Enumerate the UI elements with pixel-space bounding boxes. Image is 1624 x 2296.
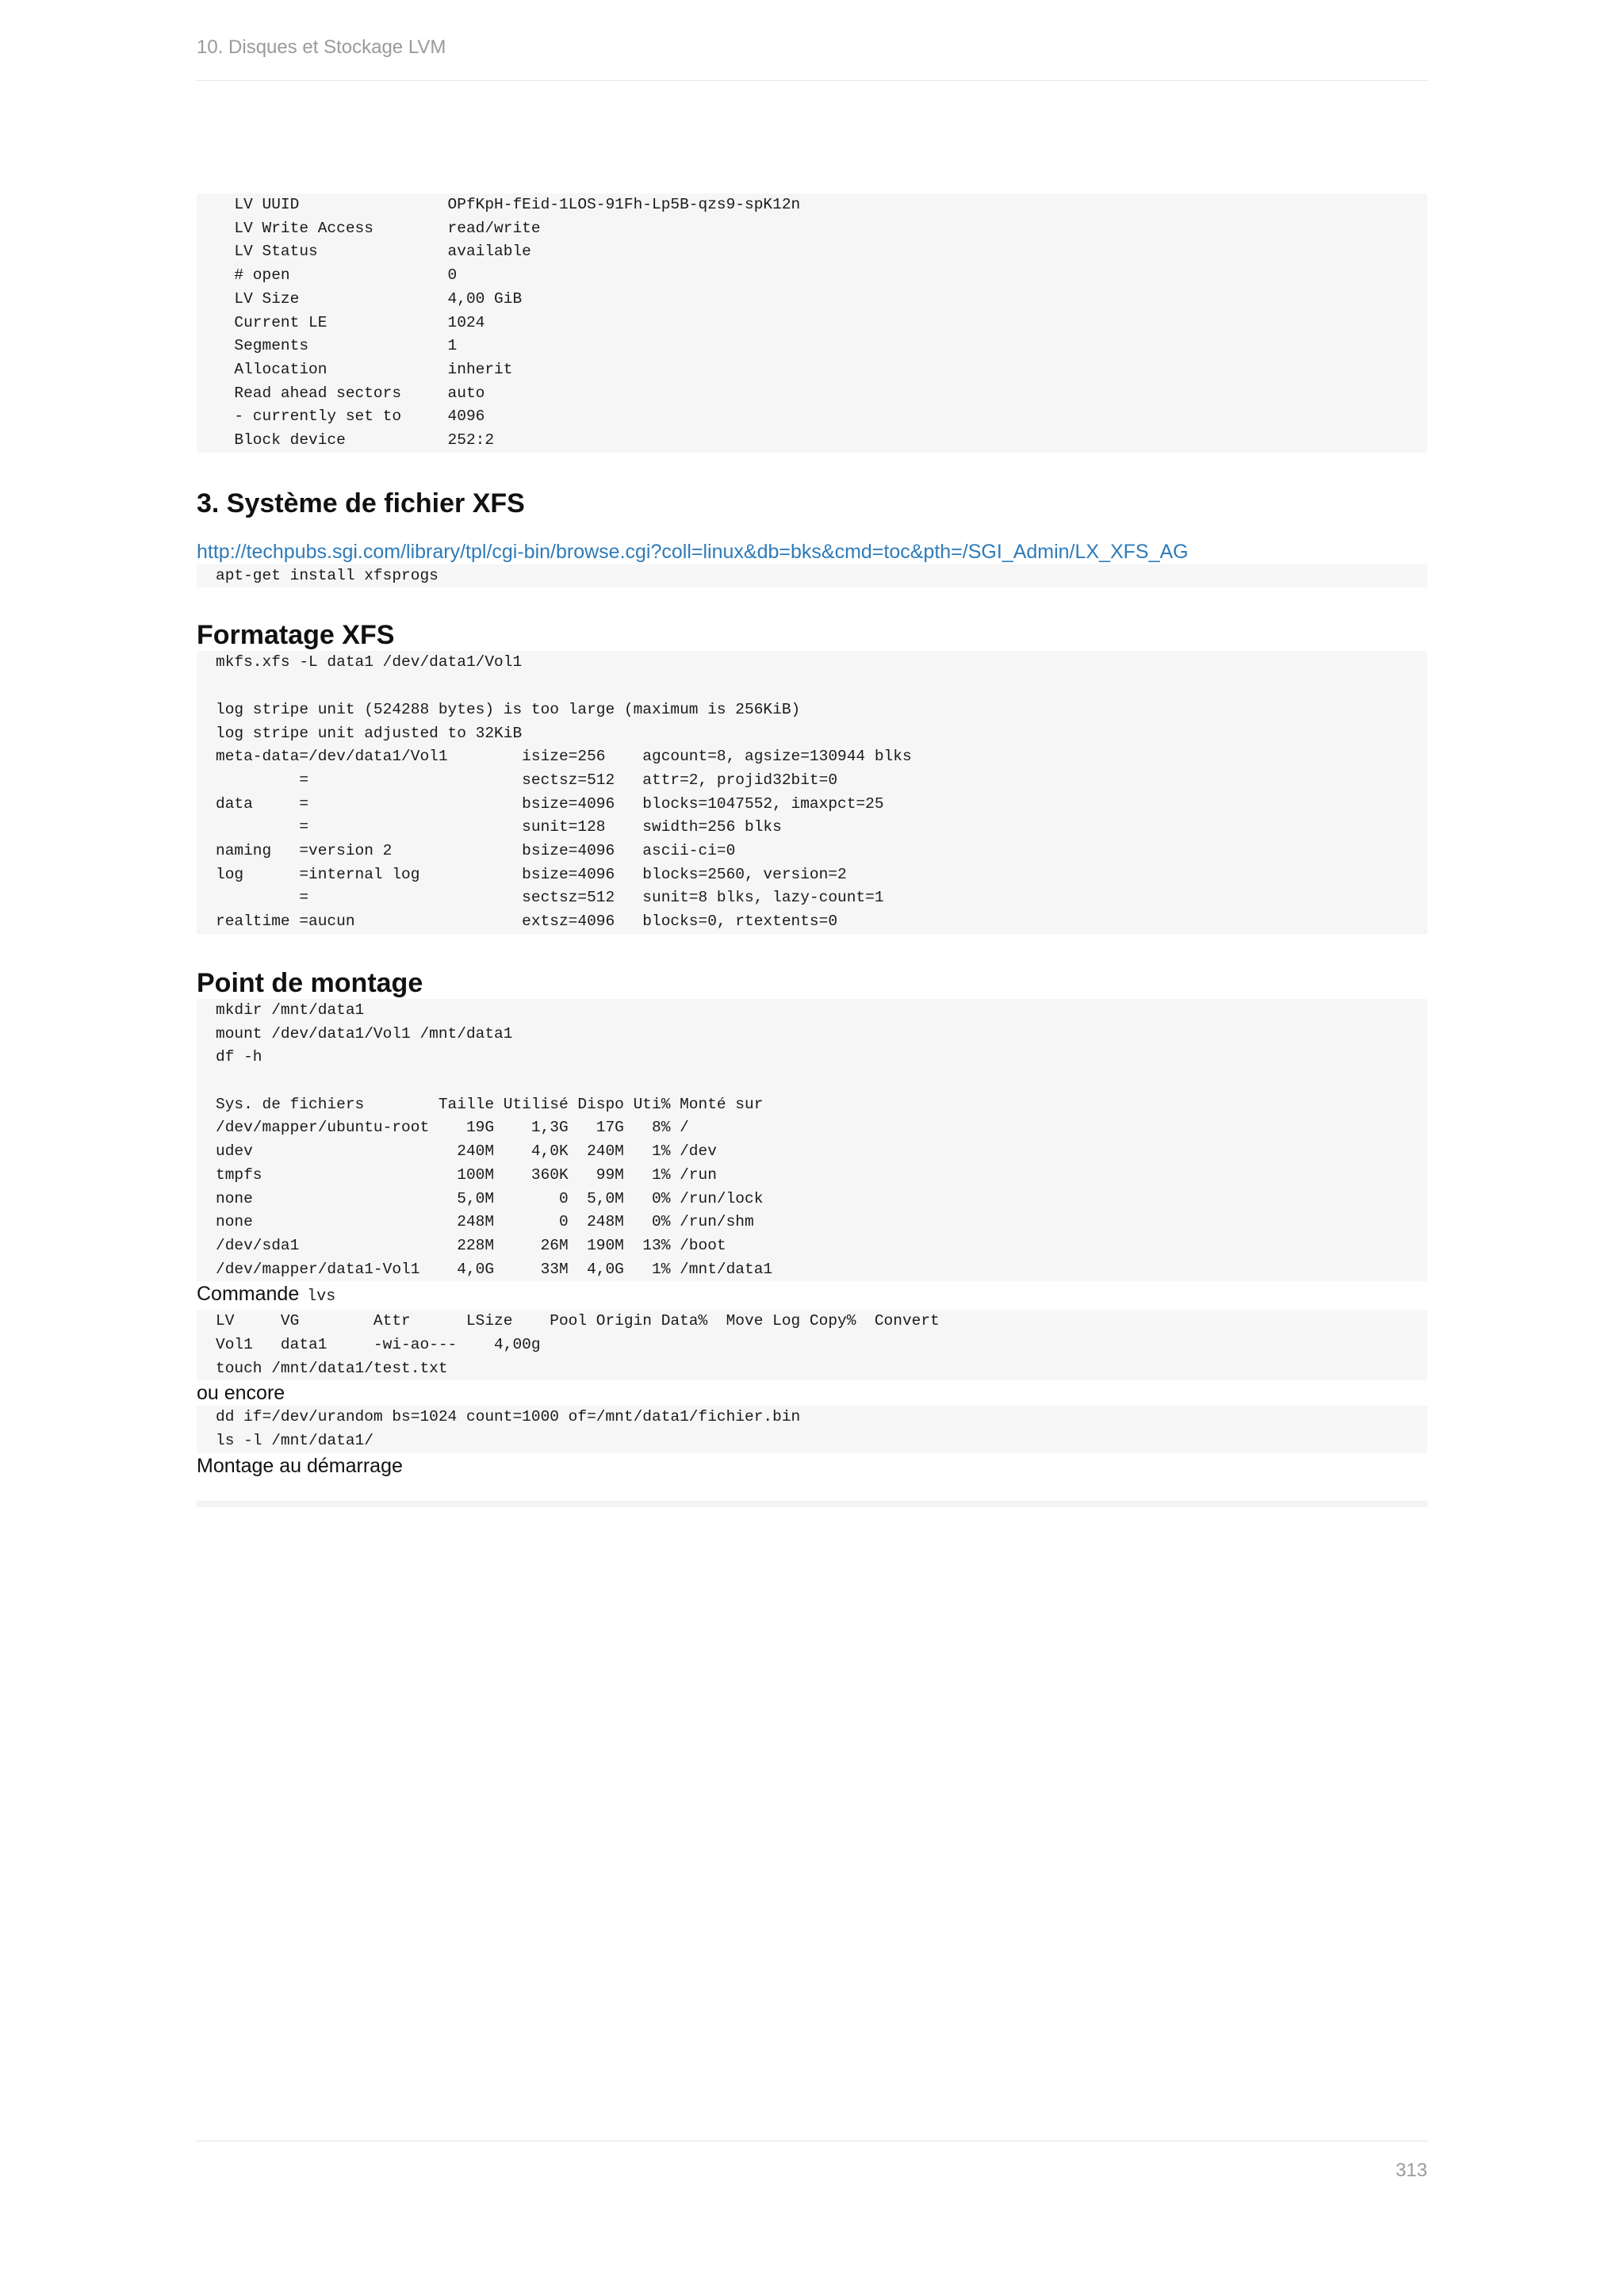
code-block-apt-install: apt-get install xfsprogs [197,564,1427,588]
code-block-df: df -h Sys. de fichiers Taille Utilisé Dispo Uti% Monté sur /dev/mapper/ubuntu-root 19G 1,3G 17G 8% / udev 240M 4,0K 240M 1% /dev tmpfs 100M 360K 99M 1% /run none 5,0M 0 5,0M 0% /run/lock none 248M 0 248M 0% /run/shm /dev/sda1 228M 26M 190M 13% /boot /dev/mapper/data1-Vol1 4,0G 33M 4,0G 1% /mnt/data1 [197,1046,1427,1281]
header-divider [197,80,1427,81]
code-block-touch: touch /mnt/data1/test.txt [197,1357,1427,1381]
code-block-ls: ls -l /mnt/data1/ [197,1429,1427,1453]
code-block-mkfs: mkfs.xfs -L data1 /dev/data1/Vol1 log stripe unit (524288 bytes) is too large (maximum is 256KiB) log stripe unit adjusted to 32KiB meta-data=/dev/data1/Vol1 isize=256 agcount=8, agsize=130944 blks = sectsz=512 attr=2, projid32bit=0 data = bsize=4096 blocks=1047552, imaxpct=25 = sunit=128 swidth=256 blks naming =version 2 bsize=4096 ascii-ci=0 log =internal log bsize=4096 blocks=2560, version=2 = sectsz=512 sunit=8 blks, lazy-count=1 realtime =aucun extsz=4096 blocks=0, rtextents=0 [197,651,1427,933]
page-content [197,193,1427,1507]
code-block-mkdir: mkdir /mnt/data1 [197,999,1427,1023]
xfs-doc-link[interactable]: http://techpubs.sgi.com/library/tpl/cgi-bin/browse.cgi?coll=linux&db=bks&cmd=toc&pth=/SGI_Admin/LX_XFS_AG [197,540,1189,563]
inline-code-lvs: lvs [307,1288,336,1307]
ou-encore-paragraph: ou encore [197,1382,285,1405]
code-block-continued [197,1501,1427,1507]
section-heading-xfs: 3. Système de fichier XFS [197,488,525,519]
code-block-mount: mount /dev/data1/Vol1 /mnt/data1 [197,1023,1427,1047]
code-block-lvs-output: LV VG Attr LSize Pool Origin Data% Move Log Copy% Convert Vol1 data1 -wi-ao--- 4,00g [197,1310,1427,1357]
page-number: 313 [1395,2160,1427,2181]
section-heading-formatage: Formatage XFS [197,620,395,651]
commande-label: Commande [197,1283,300,1306]
running-header: 10. Disques et Stockage LVM [197,36,446,58]
section-heading-point-de-montage: Point de montage [197,967,423,998]
montage-demarrage-paragraph: Montage au démarrage [197,1454,403,1477]
code-block-dd: dd if=/dev/urandom bs=1024 count=1000 of=/mnt/data1/fichier.bin [197,1406,1427,1429]
code-block-lvdisplay: LV UUID OPfKpH-fEid-1LOS-91Fh-Lp5B-qzs9-spK12n LV Write Access read/write LV Status available # open 0 LV Size 4,00 GiB Current LE 1024 Segments 1 Allocation inherit Read ahead sectors auto - currently set to 4096 Block device 252:2 [197,193,1427,453]
commande-paragraph [197,1281,1427,1310]
